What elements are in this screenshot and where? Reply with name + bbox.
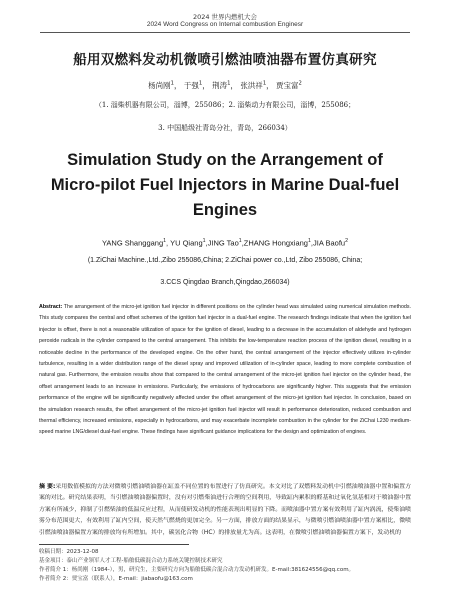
title-en-line: Micro-pilot Fuel Injectors in Marine Dual-fuel: [50, 176, 400, 194]
abstract-cn-body: 采用数值模拟的方法对微喷引燃油喷油器在缸盖不同位置的布置进行了仿真研究。本文对比了双燃料发动机中引燃油喷油器中置和偏置方案的对比。研究结果表明，当引燃油喷油器偏置时，没有对引燃柴油进行合理的空间利用，导致缸内累积的醛基和过氧化氢基相对于喷油器中置方案有所减少，抑制了引燃柴油的低温反应过程，从而使研发动机的性能表现出明显的下降。而喷油器中置方案有效利用了缸内涡流，使柴油喷雾分布范围更大，有效利用了缸内空间，使天然气燃烧的更加完全。另一方面，排放方面的结果显示，与微喷引燃油喷油器中置方案相比，微喷引燃油喷油器偏置方案的排放均有所增加。其中，碳氢化合物（HC）的排放量尤为高。这表明，在微喷引燃油喷油器偏置方案下，发动机的: [39, 484, 411, 536]
author-en: YANG Shanggang: [101, 238, 164, 248]
footnote-received: 收稿日期：2023-12-08: [39, 549, 99, 555]
abstract-cn-label: 摘 要:: [39, 484, 56, 490]
abstract-en: [39, 302, 411, 439]
title-en-line: Simulation Study on the Arrangement of: [67, 151, 383, 169]
abstract-en-body: The arrangement of the micro-jet ignition fuel injector in different positions on the cylinder head was simulated using numerical simulation methods. This study compares the central and offset schemes of the ignition fuel injector in a dual-fuel engine. The research findings indicate that when the ignition fuel injector is offset, there is not a reasonable utilization of space for the ignition of diesel, leading to a decrease in the accumulation of aldehyde and hydrogen peroxide radicals in the cylinder compared to the central arrangement. This inhibits the low-temperature reaction process of the ignition diesel, resulting in a noticeable decline in the performance of the developed engine. On the other hand, the central arrangement of the injector effectively utilizes in-cylinder turbulence, resulting in a wider distribution range of the diesel spray and improved utilization of in-cylinder space, leading to more complete combustion of natural gas. Furthermore, the emission results show that compared to the central arrangement of the micro-jet ignition fuel injector on the cylinder head, the offset arrangement leads to an increase in emissions. Particularly, the emissions of hydrocarbons are significantly higher. This suggests that the emission performance of the engine will be significantly negatively affected under the offset arrangement of the micro-jet ignition fuel injector. In conclusion, based on the simulation research results, the offset arrangement of the micro-jet ignition fuel injector will result in performance deterioration, reduced combustion and thermal efficiency, increased emissions, especially in hydrocarbons, and may exacerbate incomplete combustion in the cylinder for the ZiChai L230 medium-speed marine LNG/diesel dual-fuel engine. These findings have significant guidance implications for the design and optimization of engines.: [39, 304, 411, 436]
author-sup: 1: [198, 80, 203, 87]
abstract-cn: [39, 482, 411, 539]
author-sup: 1: [163, 238, 167, 244]
conference-header-cn: 2024 世界内燃机大会: [192, 13, 258, 21]
footnote-author2: 作者简介 2：贾宝富（联系人），E-mail：jiabaofu@163.com: [39, 576, 193, 582]
affiliation-en-1: (1.ZiChai Machine.,Ltd.,Zibo 255086,China; 2.ZiChai power co.,Ltd, Zibo 255086, China;: [87, 257, 363, 264]
conference-header-en: 2024 Word Congress on Internal combustion Enginesr: [146, 21, 304, 28]
author-cn: 荆涛: [212, 81, 228, 90]
author-sup: 2: [345, 238, 349, 244]
author-sup: 1: [170, 80, 174, 87]
title-en-line: Engines: [192, 201, 258, 219]
author-en: JIA Baofu: [313, 238, 346, 248]
title-en: [20, 148, 430, 223]
footnote-fund: 基金项目：泰山产业领军人才工程-船舶低碳混合动力系统关键控制技术研究: [39, 558, 223, 564]
affiliation-en-2: 3.CCS Qingdao Branch,Qingdao,266034): [160, 279, 290, 286]
footnote-author1: 作者简介 1：杨尚刚（1984-），男，研究生，主要研究方向为船舶低碳合混合动力发动机研发。E-mail:381624556@qq.com。: [39, 567, 355, 573]
author-cn: 于强: [183, 81, 199, 90]
abstract-en-label: Abstract:: [39, 304, 63, 310]
author-en: JING Tao: [207, 238, 239, 248]
author-sup: 1: [202, 238, 206, 244]
author-en: YU Qiang: [170, 238, 203, 248]
author-sup: 2: [298, 80, 302, 87]
author-en: ZHANG Hongxiang: [243, 238, 308, 248]
author-sup: 1: [238, 238, 242, 244]
affiliation-cn-1: （1. 淄柴机器有限公司，淄博，255086；2. 淄柴动力有限公司，淄博，255086；: [94, 101, 356, 109]
author-cn: 张洪祥: [240, 81, 263, 90]
authors-cn: 杨尚刚$^1$， 于强$^1$， 荆涛$^1$， 张洪祥$^1$， 贾宝富$^2$: [148, 80, 302, 90]
author-sup: 1: [227, 80, 231, 87]
author-sup: 1: [262, 80, 267, 87]
affiliation-cn-2: 3. 中国船级社青岛分社，青岛，266034）: [158, 124, 292, 132]
authors-en: YANG Shanggang$^1$, YU Qiang$^1$,JING Tao$^1$,ZHANG Hongxiang$^1$,JIA Baofu$^2$: [101, 238, 349, 248]
author-cn: 贾宝富: [276, 81, 299, 90]
author-sup: 1: [307, 238, 311, 244]
header-rule: [40, 32, 410, 33]
footnote-rule: [39, 544, 189, 545]
author-cn: 杨尚刚: [148, 81, 171, 90]
title-cn: 船用双燃料发动机微喷引燃油喷油器布置仿真研究: [73, 52, 377, 68]
